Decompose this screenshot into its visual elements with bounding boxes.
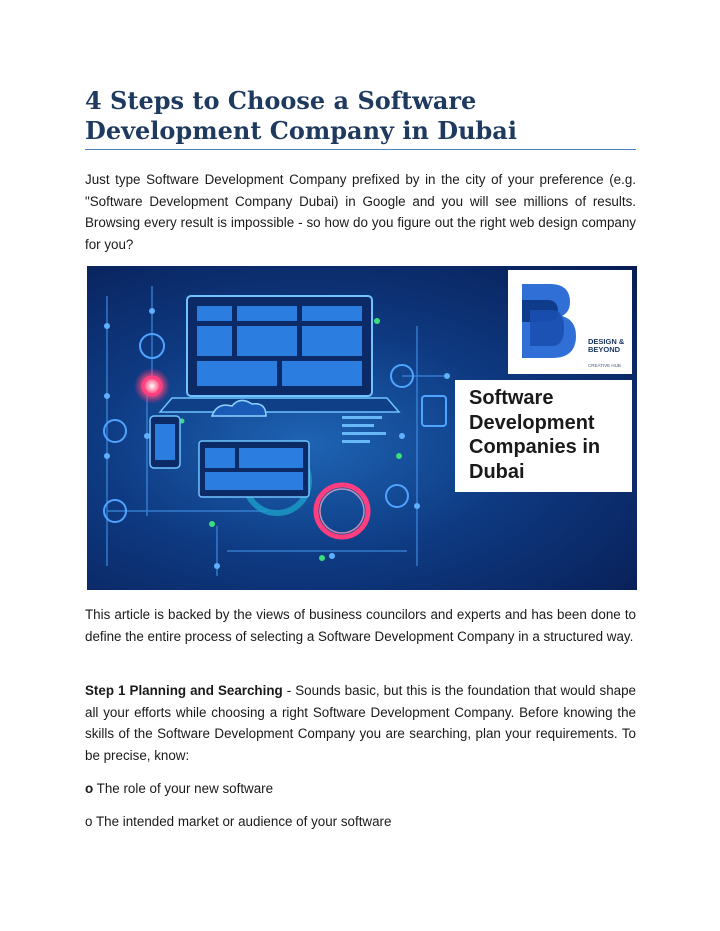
intro-paragraph: Just type Software Development Company prefixed by in the city of your preference (e.g. "Software Development Company Dubai) in Google and you will see millions of results. Browsing every result is impossible - so how do you figure out the right web design company for you?	[85, 172, 636, 252]
article-note-paragraph: This article is backed by the views of business councilors and experts and has been done to define the entire process of selecting a Software Development Company in a structured way.	[85, 607, 636, 644]
step-1-heading: Step 1 Planning and Searching	[85, 683, 283, 698]
logo-tagline: CREATIVE HUB	[588, 363, 621, 368]
db-logo-mark	[508, 270, 632, 374]
banner-caption-line-3: Companies in	[469, 436, 601, 458]
page-title: 4 Steps to Choose a Software Development Company in Dubai	[85, 86, 517, 145]
banner-caption-line-1: Software	[469, 387, 554, 409]
bullet-marker: o	[85, 814, 93, 829]
logo-line-2: BEYOND	[588, 345, 621, 354]
logo-line-1: DESIGN &	[588, 337, 625, 346]
bullet-item	[85, 811, 636, 833]
logo-wordmark	[588, 338, 624, 354]
design-beyond-logo-card	[508, 270, 632, 374]
bullet-text: The role of your new software	[96, 781, 274, 796]
bullet-marker: o	[85, 781, 94, 796]
banner-caption-card	[455, 380, 632, 492]
step-1-text: - Sounds basic, but this is the foundation that would shape all your efforts while choosing a right Software Development Company. Before knowing the skills of the Software Development Company you are searching, plan your requirements. To be precise, know:	[85, 683, 636, 763]
step-1-paragraph	[85, 680, 636, 766]
banner-caption-line-2: Development	[469, 411, 595, 434]
banner-image	[87, 266, 637, 590]
bullet-item	[85, 778, 636, 800]
title-divider	[85, 149, 636, 150]
banner-caption	[469, 386, 629, 484]
bullet-text: The intended market or audience of your software	[95, 814, 392, 829]
banner-caption-line-4: Dubai	[469, 460, 525, 483]
